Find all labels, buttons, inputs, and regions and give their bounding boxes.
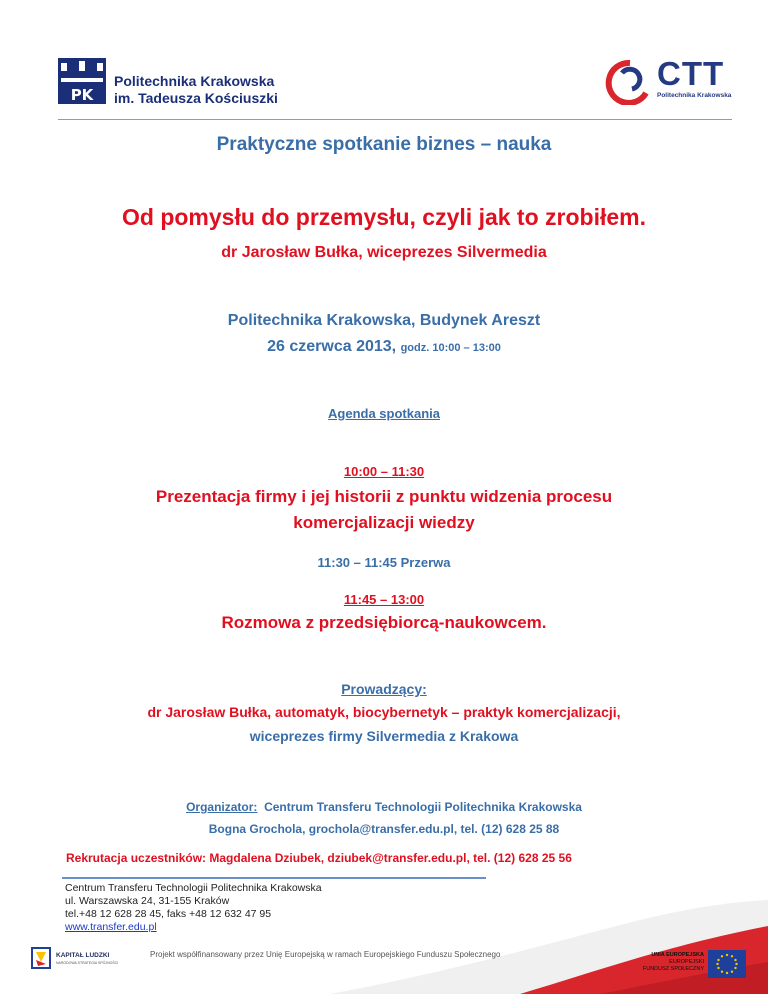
event-location: Politechnika Krakowska, Budynek Areszt — [227, 312, 541, 329]
kl-logo-sub: NARODOWA STRATEGIA SPÓJNOŚCI — [56, 961, 119, 965]
organizer-label: Organizator: — [186, 800, 258, 814]
agenda-slot1-line1: Prezentacja firmy i jej historii z punktu widzenia procesu — [155, 487, 613, 506]
event-title: Od pomysłu do przemysłu, czyli jak to zrobiłem. — [121, 204, 646, 230]
event-series: Praktyczne spotkanie biznes – nauka — [216, 134, 552, 155]
kapital-ludzki-icon — [30, 946, 52, 972]
agenda-slot2-title: Rozmowa z przedsiębiorcą-naukowcem. — [221, 613, 547, 632]
eu-flag-icon — [708, 950, 746, 978]
pk-name-line2: im. Tadeusza Kościuszki — [114, 90, 278, 106]
ctt-logo-text: CTT — [657, 55, 725, 92]
host-heading: Prowadzący: — [341, 681, 427, 697]
event-date-line — [0, 338, 768, 356]
ctt-logo-sub: Politechnika Krakowska — [657, 92, 732, 99]
kapital-ludzki-logo — [30, 944, 130, 978]
pk-name — [114, 73, 278, 107]
agenda-slot2-time: 11:45 – 13:00 — [343, 592, 425, 607]
kl-logo-text: KAPITAŁ LUDZKI — [56, 952, 110, 959]
eu-line1: UNIA EUROPEJSKA — [651, 952, 704, 958]
eu-logo — [636, 950, 746, 980]
host-line2: wiceprezes firmy Silvermedia z Krakowa — [249, 728, 519, 744]
funding-note: Projekt współfinansowany przez Unię Europejską w ramach Europejskiego Funduszu Społecznego — [150, 950, 501, 959]
footer-website-link[interactable]: www.transfer.edu.pl — [65, 921, 157, 933]
organizer-contact: Bogna Grochola, grochola@transfer.edu.pl, tel. (12) 628 25 88 — [208, 822, 560, 836]
pk-logo-icon — [58, 58, 106, 104]
footer-address-line1: Centrum Transferu Technologii Politechnika Krakowska — [65, 882, 322, 894]
svg-text:PK: PK — [70, 86, 94, 104]
organizer-name: Centrum Transferu Technologii Politechnika Krakowska — [264, 800, 582, 814]
host-line1: dr Jarosław Bułka, automatyk, biocybernetyk – praktyk komercjalizacji, — [147, 704, 621, 720]
organizer-line — [0, 800, 768, 814]
agenda-slot1-line2: komercjalizacji wiedzy — [293, 513, 475, 532]
pk-name-line1: Politechnika Krakowska — [114, 73, 275, 89]
agenda-heading: Agenda spotkania — [328, 406, 440, 421]
event-time: godz. 10:00 – 13:00 — [400, 342, 501, 354]
event-date: 26 czerwca 2013, — [267, 338, 397, 355]
event-speaker: dr Jarosław Bułka, wiceprezes Silvermedia — [221, 244, 547, 261]
agenda-slot1-time: 10:00 – 11:30 — [343, 464, 425, 479]
recruitment-line: Rekrutacja uczestników: Magdalena Dziubek, dziubek@transfer.edu.pl, tel. (12) 628 25 56 — [66, 851, 572, 865]
footer-divider — [62, 877, 486, 879]
eu-line2: EUROPEJSKI — [669, 959, 704, 965]
agenda-break: 11:30 – 11:45 Przerwa — [317, 555, 451, 570]
eu-line3: FUNDUSZ SPOŁECZNY — [642, 966, 704, 972]
header-divider — [58, 119, 732, 120]
footer-address-line2: ul. Warszawska 24, 31-155 Kraków — [65, 895, 230, 907]
footer-address-line3: tel.+48 12 628 28 45, faks +48 12 632 47 95 — [65, 908, 272, 920]
